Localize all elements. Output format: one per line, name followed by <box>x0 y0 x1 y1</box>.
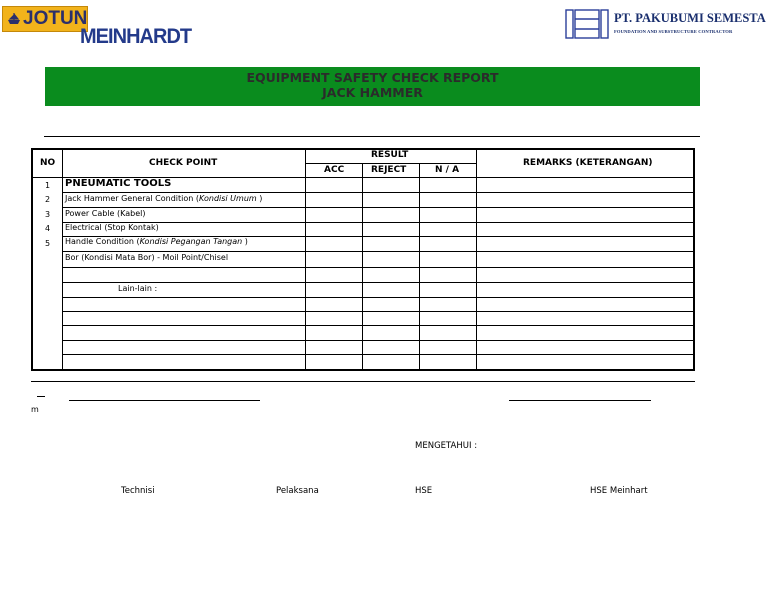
check-point-item: Jack Hammer General Condition (Kondisi Umum ) <box>65 194 263 203</box>
jotun-ship-icon <box>6 11 22 27</box>
signer-hse-meinhart: HSE Meinhart <box>590 486 648 496</box>
row-number: 4 <box>45 224 51 233</box>
divider <box>44 136 700 137</box>
signature-line <box>509 400 651 401</box>
report-title-bar <box>45 67 700 106</box>
signer-technisi: Technisi <box>121 486 155 496</box>
meinhardt-logo: MEINHARDT <box>80 25 192 48</box>
row-number: 5 <box>45 239 51 248</box>
header-acc: ACC <box>324 165 345 175</box>
check-point-item: Power Cable (Kabel) <box>65 209 146 218</box>
check-point-item: Bor (Kondisi Mata Bor) - Moil Point/Chisel <box>65 253 229 262</box>
jotun-logo <box>2 6 88 32</box>
signature-line <box>69 400 260 401</box>
check-point-item: Electrical (Stop Kontak) <box>65 223 159 232</box>
header-no: NO <box>40 158 56 168</box>
report-subtitle: JACK HAMMER <box>322 85 423 100</box>
signer-pelaksana: Pelaksana <box>276 486 319 496</box>
stray-mark: m <box>31 405 39 414</box>
header-remarks: REMARKS (KETERANGAN) <box>523 158 653 168</box>
header-check-point: CHECK POINT <box>149 158 218 168</box>
header-result: RESULT <box>371 150 409 160</box>
mengetahui-label: MENGETAHUI : <box>415 441 478 451</box>
row-number: 2 <box>45 195 51 204</box>
pakubumi-logo-icon <box>565 9 609 39</box>
row-number: 3 <box>45 210 51 219</box>
signature-line <box>37 396 45 397</box>
signer-hse: HSE <box>415 486 433 496</box>
check-point-item: Handle Condition (Kondisi Pegangan Tangan ) <box>65 237 248 246</box>
header-reject: REJECT <box>371 165 407 175</box>
pakubumi-tagline: FOUNDATION AND SUBSTRUCTURE CONTRACTOR <box>614 29 733 34</box>
divider <box>31 381 695 382</box>
pakubumi-company-name: PT. PAKUBUMI SEMESTA <box>614 11 766 25</box>
check-table <box>31 148 695 371</box>
header-na: N / A <box>435 165 460 175</box>
check-point-section: PNEUMATIC TOOLS <box>65 178 172 189</box>
check-point-other: Lain-lain : <box>118 284 158 293</box>
row-number: 1 <box>45 181 51 190</box>
jotun-logo-text: JOTUN <box>23 8 88 29</box>
report-title: EQUIPMENT SAFETY CHECK REPORT <box>246 70 499 85</box>
